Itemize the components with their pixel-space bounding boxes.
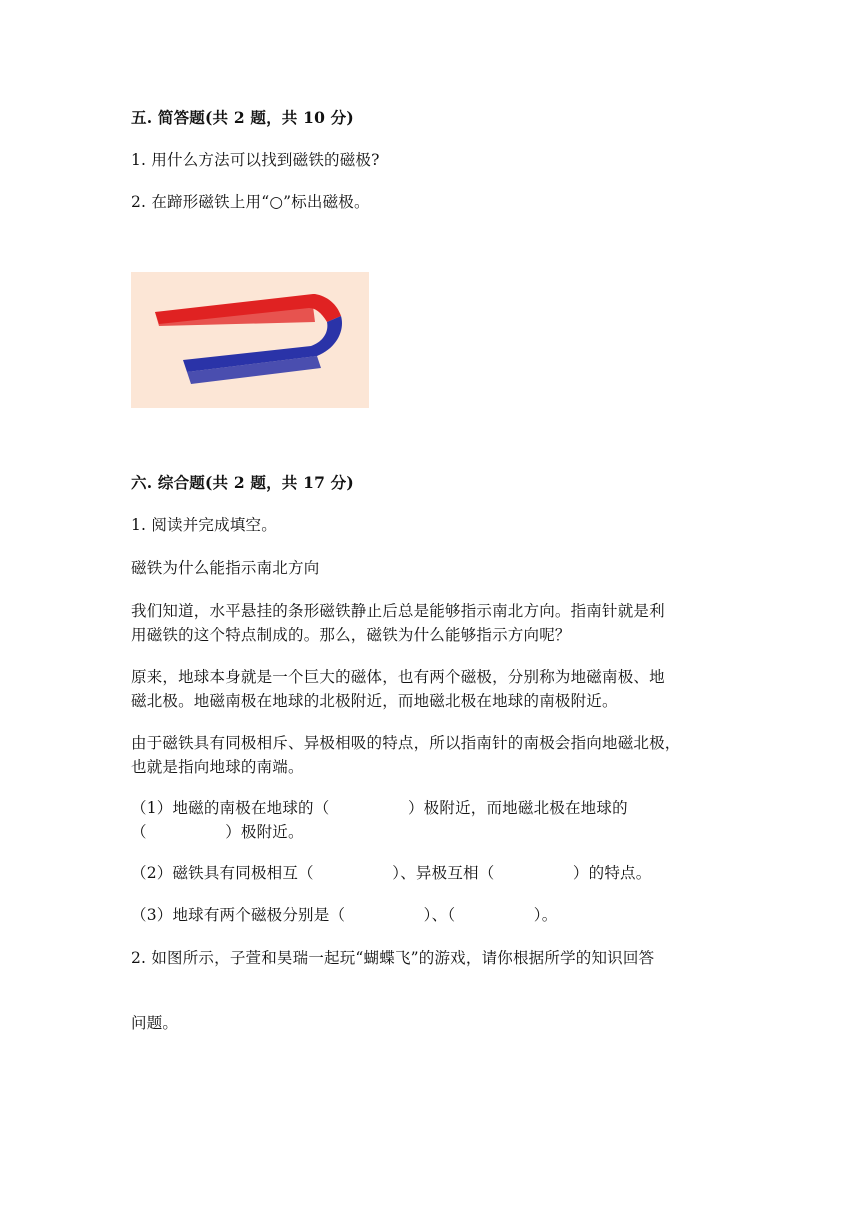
- question-6-1-title: 1. 阅读并完成填空。: [131, 516, 277, 534]
- paragraph-1-line-2: 用磁铁的这个特点制成的。那么，磁铁为什么能够指示方向呢？: [131, 626, 571, 644]
- fill-blank-1-line-2: （ ）极附近。: [131, 823, 304, 841]
- question-5-2: 2. 在蹄形磁铁上用“○”标出磁极。: [131, 193, 370, 211]
- paragraph-1-line-1: 我们知道，水平悬挂的条形磁铁静止后总是能够指示南北方向。指南针就是利: [131, 602, 665, 620]
- fill-blank-1-line-1: （1）地磁的南极在地球的（ ）极附近，而地磁北极在地球的: [131, 799, 628, 817]
- question-6-2-line-1: 2. 如图所示，子萱和昊瑞一起玩“蝴蝶飞”的游戏，请你根据所学的知识回答: [131, 949, 655, 967]
- paragraph-2-line-2: 磁北极。地磁南极在地球的北极附近，而地磁北极在地球的南极附近。: [131, 692, 618, 710]
- fill-blank-2: （2）磁铁具有同极相互（ ）、异极互相（ ）的特点。: [131, 864, 652, 882]
- question-6-2-line-2: 问题。: [131, 1014, 179, 1032]
- question-5-1: 1. 用什么方法可以找到磁铁的磁极?: [131, 151, 380, 169]
- horseshoe-magnet-icon: [131, 272, 369, 408]
- fill-blank-3: （3）地球有两个磁极分别是（ ）、（ ）。: [131, 906, 558, 924]
- paragraph-2-line-1: 原来，地球本身就是一个巨大的磁体，也有两个磁极，分别称为地磁南极、地: [131, 668, 665, 686]
- article-title: 磁铁为什么能指示南北方向: [131, 559, 320, 577]
- section-6-heading: 六. 综合题(共 2 题，共 17 分): [131, 473, 354, 492]
- paragraph-3-line-2: 也就是指向地球的南端。: [131, 758, 304, 776]
- section-5-heading: 五. 简答题(共 2 题，共 10 分): [131, 108, 354, 127]
- horseshoe-magnet-image: [131, 272, 369, 408]
- paragraph-3-line-1: 由于磁铁具有同极相斥、异极相吸的特点，所以指南针的南极会指向地磁北极，: [131, 734, 681, 752]
